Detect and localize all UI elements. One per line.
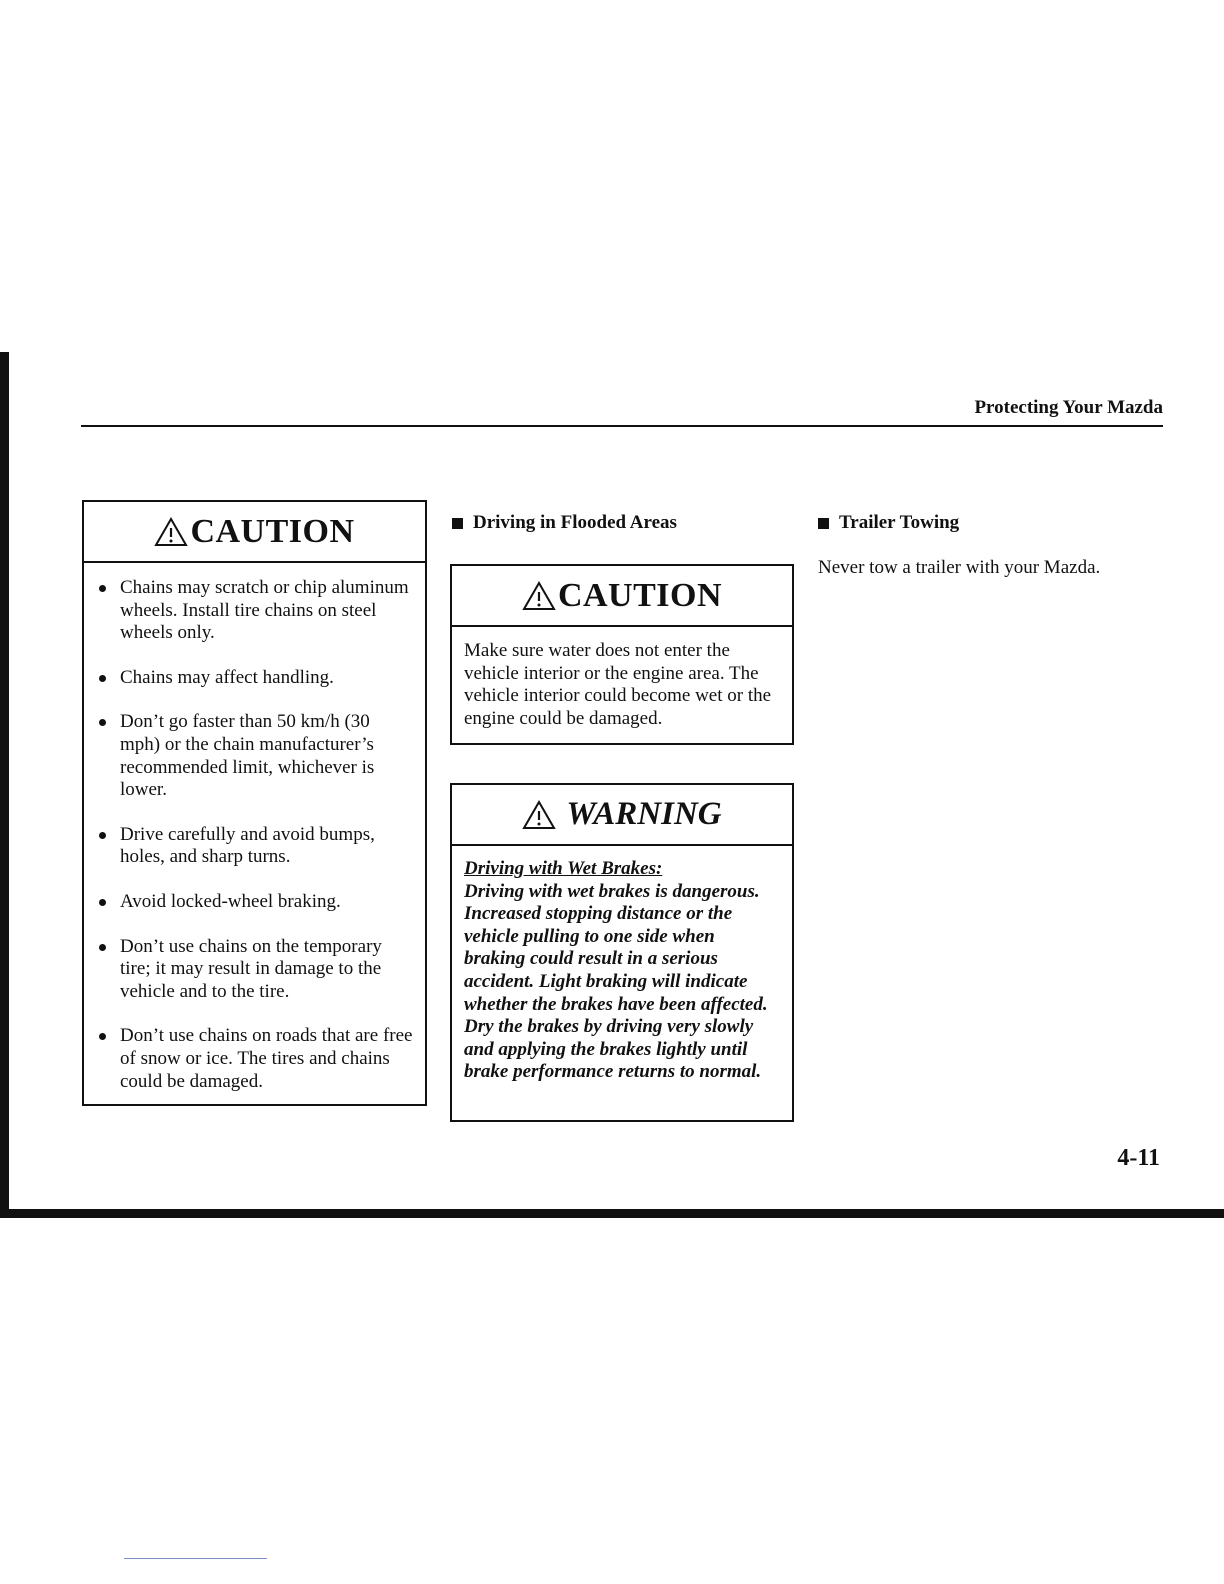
trailer-towing-heading: Trailer Towing bbox=[818, 512, 959, 534]
section-title: Protecting Your Mazda bbox=[974, 397, 1163, 418]
footer-line bbox=[124, 1558, 267, 1559]
bottom-edge-bar bbox=[0, 1209, 1224, 1218]
square-bullet-icon bbox=[818, 518, 829, 529]
warning-triangle-icon bbox=[522, 800, 556, 830]
page-number: 4-11 bbox=[1117, 1145, 1160, 1171]
bullet-icon bbox=[99, 1033, 106, 1040]
caution-header bbox=[84, 502, 425, 563]
warning-header bbox=[452, 785, 792, 846]
caution-header bbox=[452, 566, 792, 627]
flooded-caution-box bbox=[450, 564, 794, 745]
list-item: Drive carefully and avoid bumps, holes, and sharp turns. bbox=[96, 824, 413, 869]
list-item: Chains may affect handling. bbox=[96, 667, 413, 690]
left-edge-bar bbox=[0, 352, 9, 1218]
caution-list bbox=[96, 577, 413, 1093]
bullet-icon bbox=[99, 585, 106, 592]
list-item: Don’t use chains on the temporary tire; it may result in damage to the vehicle and to the tire. bbox=[96, 936, 413, 1004]
list-item: Avoid locked-wheel braking. bbox=[96, 891, 413, 914]
caution-body bbox=[452, 627, 792, 730]
bullet-icon bbox=[99, 719, 106, 726]
warning-title: WARNING bbox=[566, 796, 722, 832]
bullet-icon bbox=[99, 832, 106, 839]
square-bullet-icon bbox=[452, 518, 463, 529]
wet-brakes-warning-box bbox=[450, 783, 794, 1122]
trailer-towing-text: Never tow a trailer with your Mazda. bbox=[818, 557, 1101, 578]
list-item: Don’t use chains on roads that are free of snow or ice. The tires and chains could be damaged. bbox=[96, 1025, 413, 1093]
caution-title: CAUTION bbox=[557, 576, 723, 614]
header-rule bbox=[81, 425, 1163, 427]
caution-body bbox=[84, 563, 425, 1093]
chains-caution-box bbox=[82, 500, 427, 1106]
caution-title: CAUTION bbox=[190, 512, 355, 550]
list-item: Chains may scratch or chip aluminum wheels. Install tire chains on steel wheels only. bbox=[96, 577, 413, 645]
list-item: Don’t go faster than 50 km/h (30 mph) or the chain manufacturer’s recommended limit, whichever is lower. bbox=[96, 711, 413, 801]
warning-text: Driving with wet brakes is dangerous. Increased stopping distance or the vehicle pulling to one side when braking could result in a serious accident. Light braking will indicate whether the brakes have been affected. Dry the brakes by driving very slowly and applying the brakes lightly until brake performance returns to normal. bbox=[464, 880, 768, 1083]
bullet-icon bbox=[99, 675, 106, 682]
caution-triangle-icon bbox=[522, 581, 556, 611]
warning-body bbox=[452, 846, 792, 1084]
warning-subheading: Driving with Wet Brakes: bbox=[464, 858, 663, 879]
flooded-areas-heading: Driving in Flooded Areas bbox=[452, 512, 677, 534]
bullet-icon bbox=[99, 899, 106, 906]
bullet-icon bbox=[99, 944, 106, 951]
caution-triangle-icon bbox=[154, 517, 188, 547]
caution-text: Make sure water does not enter the vehicle interior or the engine area. The vehicle interior could become wet or the engine could be damaged. bbox=[464, 640, 772, 729]
